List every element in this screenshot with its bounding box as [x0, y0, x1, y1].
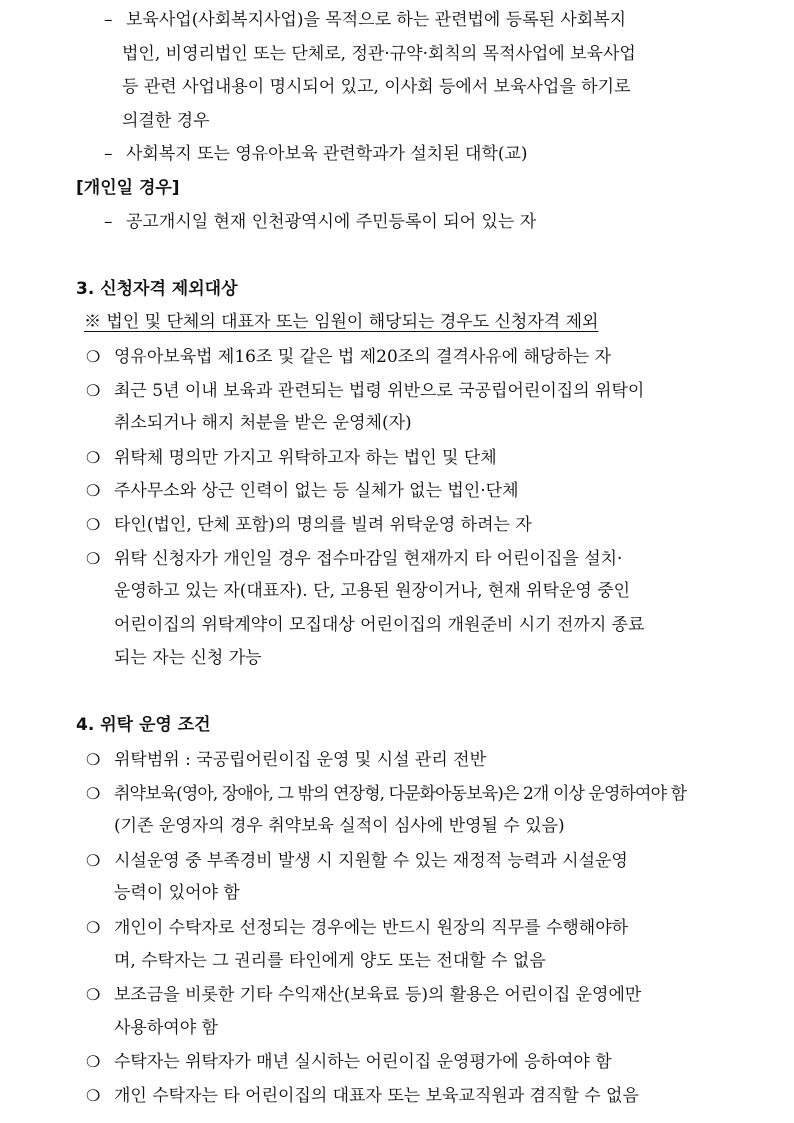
bullet-item [76, 1045, 720, 1079]
dash-item-continuation: 의결한 경우 [122, 110, 210, 131]
bullet-item [76, 441, 720, 475]
circle-bullet-icon: ❍ [86, 750, 101, 770]
bullet-item [76, 340, 720, 374]
bullet-item [76, 911, 720, 945]
dash-item-text: 보육사업(사회복지사업)을 목적으로 하는 관련법에 등록된 사회복지 [126, 10, 627, 30]
conditions-section [76, 709, 720, 1112]
bullet-item [76, 743, 720, 777]
corporate-qualification-section [76, 4, 720, 172]
bullet-item-continuation: (기존 운영자의 경우 취약보육 실적이 심사에 반영될 수 있음) [114, 816, 565, 837]
circle-bullet-icon: ❍ [86, 1052, 101, 1072]
circle-bullet-icon: ❍ [86, 481, 101, 501]
section-4-heading: 4. 위탁 운영 조건 [76, 715, 211, 736]
dash-marker: – [104, 211, 113, 232]
circle-bullet-icon: ❍ [86, 548, 101, 568]
spacer [76, 239, 720, 273]
bullet-item [76, 374, 720, 408]
bullet-item [76, 1079, 720, 1113]
circle-bullet-icon: ❍ [86, 514, 101, 534]
exclusion-section [76, 273, 720, 676]
spacer [76, 676, 720, 710]
bullet-item-continuation: 어린이집의 위탁계약이 모집대상 어린이집의 개원준비 시기 전까지 종료 [114, 614, 645, 635]
dash-item [76, 138, 720, 172]
circle-bullet-icon: ❍ [86, 346, 101, 366]
individual-heading: [개인일 경우] [76, 177, 180, 198]
bullet-item-text: 위탁체 명의만 가지고 위탁하고자 하는 법인 및 단체 [114, 447, 497, 468]
circle-bullet-icon: ❍ [86, 918, 101, 938]
dash-item-text: 공고개시일 현재 인천광역시에 주민등록이 되어 있는 자 [126, 211, 537, 232]
bullet-item-continuation: 며, 수탁자는 그 권리를 타인에게 양도 또는 전대할 수 없음 [114, 950, 546, 971]
bullet-item-continuation: 되는 자는 신청 가능 [114, 648, 262, 669]
circle-bullet-icon: ❍ [86, 850, 101, 870]
bullet-item-text: 주사무소와 상근 인력이 없는 등 실체가 없는 법인·단체 [114, 481, 519, 502]
bullet-item-text: 위탁범위 : 국공립어린이집 운영 및 시설 관리 전반 [114, 750, 486, 771]
bullet-item-continuation: 사용하여야 함 [114, 1017, 218, 1038]
exclusion-note [76, 306, 720, 340]
bullet-item-continuation: 운영하고 있는 자(대표자). 단, 고용된 원장이거나, 현재 위탁운영 중인 [114, 581, 631, 602]
circle-bullet-icon: ❍ [86, 1086, 101, 1105]
dash-marker: – [104, 10, 113, 30]
bullet-item-text: 최근 5년 이내 보육과 관련되는 법령 위반으로 국공립어린이집의 위탁이 [114, 380, 645, 401]
bullet-item-text: 타인(법인, 단체 포함)의 명의를 빌려 위탁운영 하려는 자 [114, 514, 532, 535]
bullet-item [76, 542, 720, 576]
dash-item-continuation: 법인, 비영리법인 또는 단체로, 정관·규약·회칙의 목적사업에 보육사업 [122, 43, 636, 64]
bullet-item-text: 시설운영 중 부족경비 발생 시 지원할 수 있는 재정적 능력과 시설운영 [114, 850, 628, 871]
bullet-item-text: 위탁 신청자가 개인일 경우 접수마감일 현재까지 타 어린이집을 설치· [114, 548, 623, 569]
section-3-heading: 3. 신청자격 제외대상 [76, 278, 238, 299]
circle-bullet-icon: ❍ [86, 380, 101, 400]
bullet-item-continuation: 취소되거나 해지 처분을 받은 운영체(자) [114, 413, 412, 434]
bullet-item [76, 844, 720, 878]
bullet-item-text: 수탁자는 위탁자가 매년 실시하는 어린이집 운영평가에 응하여야 함 [114, 1052, 612, 1073]
circle-bullet-icon: ❍ [86, 783, 101, 803]
bullet-item [76, 508, 720, 542]
bullet-item [76, 474, 720, 508]
exclusion-note-text: ※ 법인 및 단체의 대표자 또는 임원이 해당되는 경우도 신청자격 제외 [84, 312, 599, 333]
individual-qualification-section [76, 172, 720, 239]
dash-marker: – [104, 144, 113, 165]
bullet-item-text: 개인이 수탁자로 선정되는 경우에는 반드시 원장의 직무를 수행해야하 [114, 918, 629, 939]
bullet-item-text: 보조금을 비롯한 기타 수익재산(보육료 등)의 활용은 어린이집 운영에만 [114, 985, 642, 1006]
bullet-item [76, 978, 720, 1012]
bullet-item [76, 777, 720, 811]
bullet-item-text: 개인 수탁자는 타 어린이집의 대표자 또는 보육교직원과 겸직할 수 없음 [114, 1086, 639, 1106]
circle-bullet-icon: ❍ [86, 447, 101, 467]
bullet-item-text: 취약보육(영아, 장애아, 그 밖의 연장형, 다문화아동보육)은 2개 이상 운영하여야 함 [114, 783, 687, 804]
circle-bullet-icon: ❍ [86, 985, 101, 1005]
bullet-item-continuation: 능력이 있어야 함 [114, 883, 240, 904]
dash-item [76, 206, 720, 240]
dash-item-text: 사회복지 또는 영유아보육 관련학과가 설치된 대학(교) [126, 144, 528, 165]
dash-item [76, 4, 720, 38]
dash-item-continuation: 등 관련 사업내용이 명시되어 있고, 이사회 등에서 보육사업을 하기로 [122, 77, 631, 98]
bullet-item-text: 영유아보육법 제16조 및 같은 법 제20조의 결격사유에 해당하는 자 [114, 346, 612, 367]
